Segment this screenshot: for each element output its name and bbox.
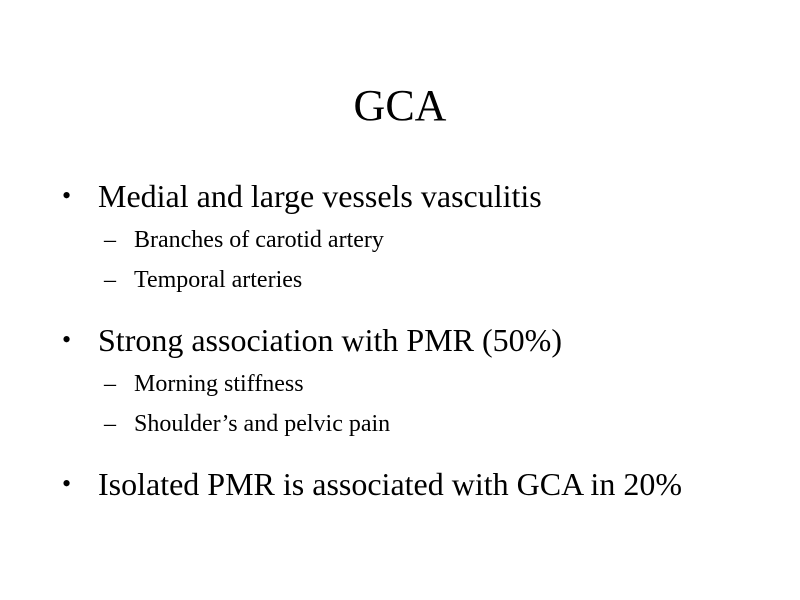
slide-content <box>58 178 738 502</box>
sub-bullet-marker: – <box>104 411 116 437</box>
sub-bullet-text: Morning stiffness <box>134 371 304 397</box>
bullet-item <box>58 322 738 358</box>
sub-bullet-marker: – <box>104 371 116 397</box>
bullet-item <box>58 178 738 214</box>
sub-bullet-item <box>58 410 738 438</box>
sub-bullet-item <box>58 226 738 254</box>
bullet-marker: • <box>62 325 72 354</box>
sub-bullet-text: Temporal arteries <box>134 267 303 293</box>
sub-bullet-marker: – <box>104 227 116 253</box>
bullet-text: Isolated PMR is associated with GCA in 20% <box>98 466 682 502</box>
bullet-marker: • <box>62 469 72 498</box>
sub-bullet-item <box>58 370 738 398</box>
bullet-item <box>58 466 738 502</box>
bullet-marker: • <box>62 181 72 210</box>
sub-bullet-text: Shoulder’s and pelvic pain <box>134 411 391 437</box>
sub-bullet-item <box>58 266 738 294</box>
bullet-text: Strong association with PMR (50%) <box>98 322 562 358</box>
bullet-text: Medial and large vessels vasculitis <box>98 178 542 214</box>
slide-title: GCA <box>353 81 447 130</box>
sub-bullet-text: Branches of carotid artery <box>134 227 384 253</box>
sub-bullet-marker: – <box>104 267 116 293</box>
